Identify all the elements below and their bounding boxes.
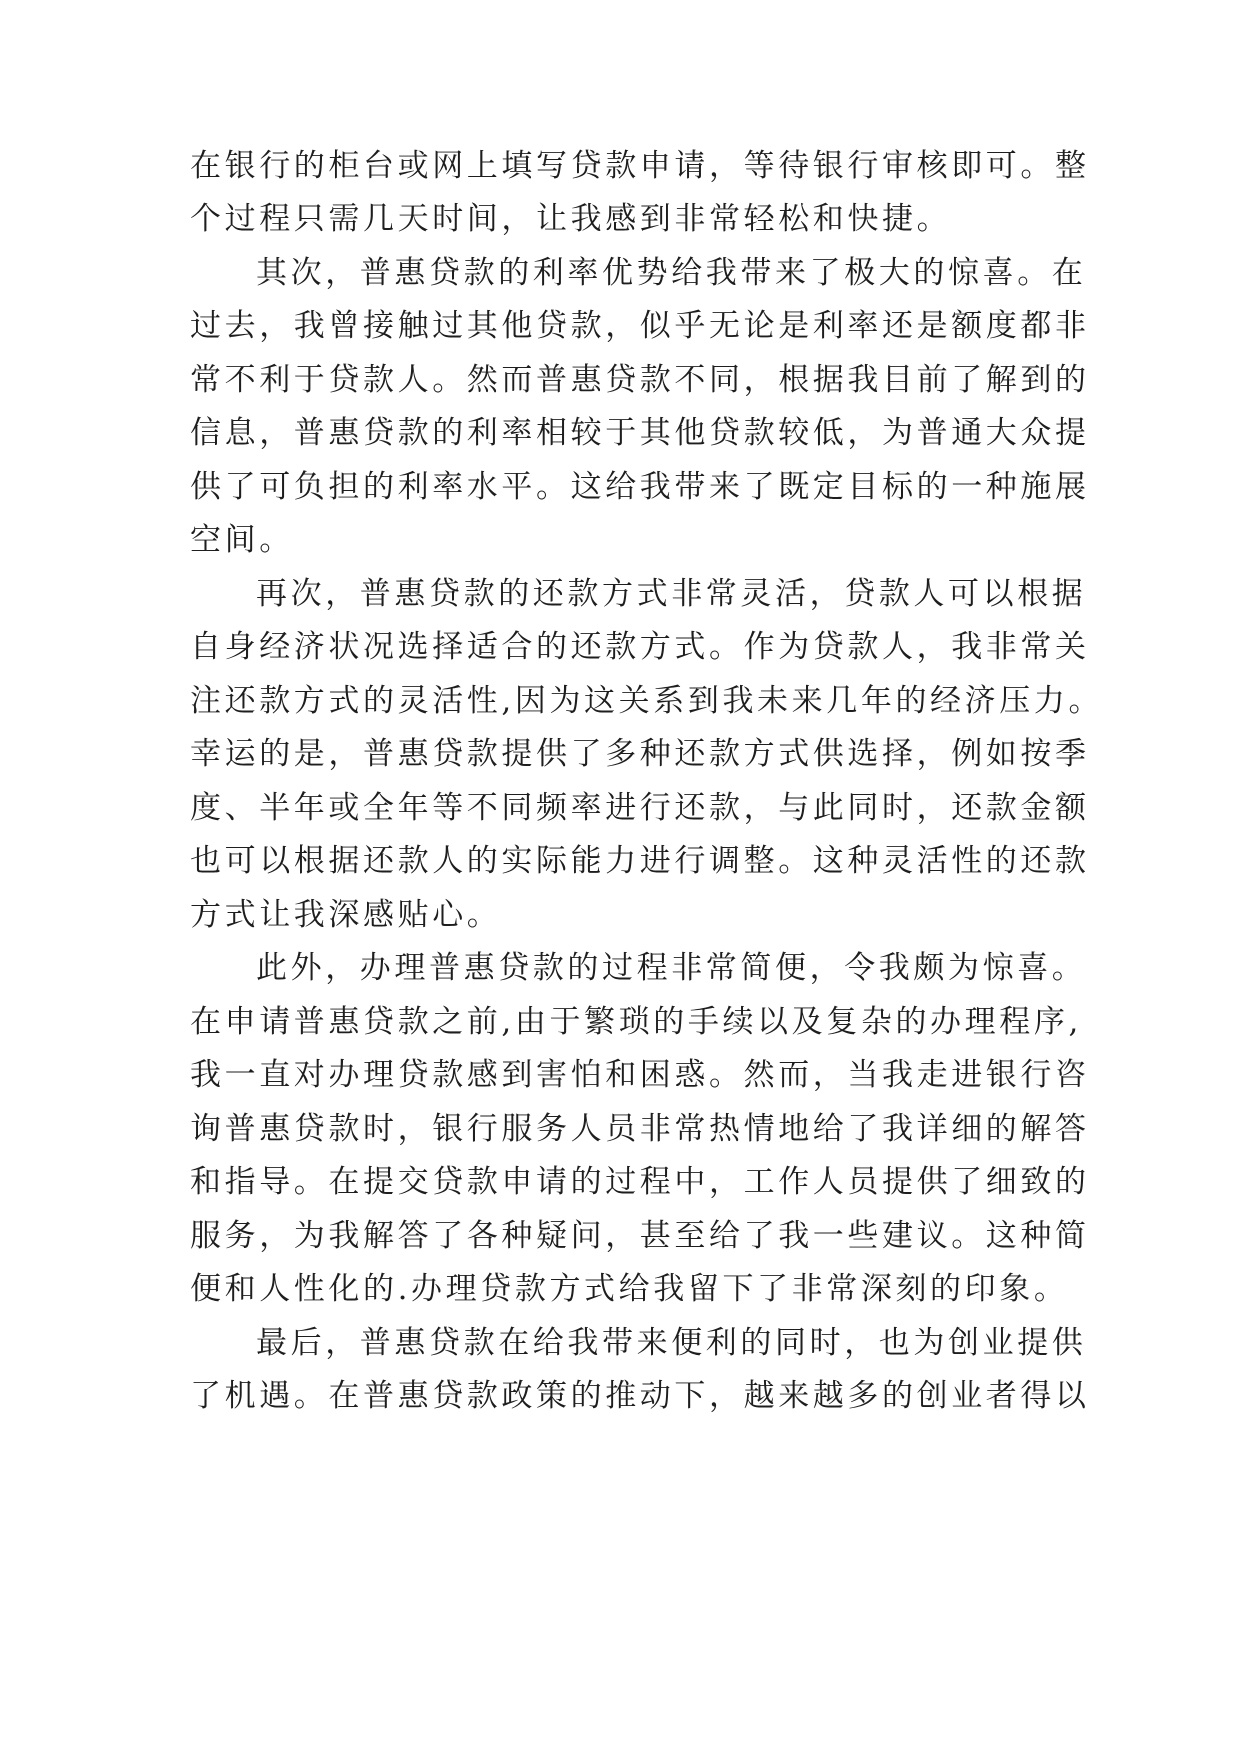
text-line: 度、半年或全年等不同频率进行还款，与此同时，还款金额 xyxy=(190,790,1090,826)
text-line: 幸运的是，普惠贷款提供了多种还款方式供选择，例如按季 xyxy=(190,736,1090,772)
text-line: 空间。 xyxy=(190,522,294,558)
text-line: 和指导。在提交贷款申请的过程中，工作人员提供了细致的 xyxy=(190,1164,1090,1200)
text-line: 注还款方式的灵活性,因为这关系到我未来几年的经济压力。 xyxy=(190,683,1104,719)
text-line: 信息，普惠贷款的利率相较于其他贷款较低，为普通大众提 xyxy=(190,415,1090,451)
text-line: 方式让我深感贴心。 xyxy=(190,897,502,933)
text-line: 在申请普惠贷款之前,由于繁琐的手续以及复杂的办理程序, xyxy=(190,1004,1082,1040)
text-line: 也可以根据还款人的实际能力进行调整。这种灵活性的还款 xyxy=(190,843,1090,879)
paragraph-first-line: 其次，普惠贷款的利率优势给我带来了极大的惊喜。在 xyxy=(256,255,1087,291)
paragraph-first-line: 再次，普惠贷款的还款方式非常灵活，贷款人可以根据 xyxy=(256,576,1087,612)
text-line: 便和人性化的.办理贷款方式给我留下了非常深刻的印象。 xyxy=(190,1271,1069,1307)
text-line: 常不利于贷款人。然而普惠贷款不同，根据我目前了解到的 xyxy=(190,362,1090,398)
text-line: 询普惠贷款时，银行服务人员非常热情地给了我详细的解答 xyxy=(190,1111,1090,1147)
text-line: 在银行的柜台或网上填写贷款申请，等待银行审核即可。整 xyxy=(190,148,1090,184)
text-line: 服务，为我解答了各种疑问，甚至给了我一些建议。这种简 xyxy=(190,1218,1090,1254)
text-line: 自身经济状况选择适合的还款方式。作为贷款人，我非常关 xyxy=(190,629,1090,665)
text-line: 供了可负担的利率水平。这给我带来了既定目标的一种施展 xyxy=(190,469,1090,505)
paragraph-first-line: 最后，普惠贷款在给我带来便利的同时，也为创业提供 xyxy=(256,1325,1087,1361)
text-line: 个过程只需几天时间，让我感到非常轻松和快捷。 xyxy=(190,201,952,237)
text-line: 过去，我曾接触过其他贷款，似乎无论是利率还是额度都非 xyxy=(190,308,1090,344)
paragraph-first-line: 此外，办理普惠贷款的过程非常简便，令我颇为惊喜。 xyxy=(256,950,1087,986)
text-line: 了机遇。在普惠贷款政策的推动下，越来越多的创业者得以 xyxy=(190,1378,1090,1414)
text-line: 我一直对办理贷款感到害怕和困惑。然而，当我走进银行咨 xyxy=(190,1057,1090,1093)
